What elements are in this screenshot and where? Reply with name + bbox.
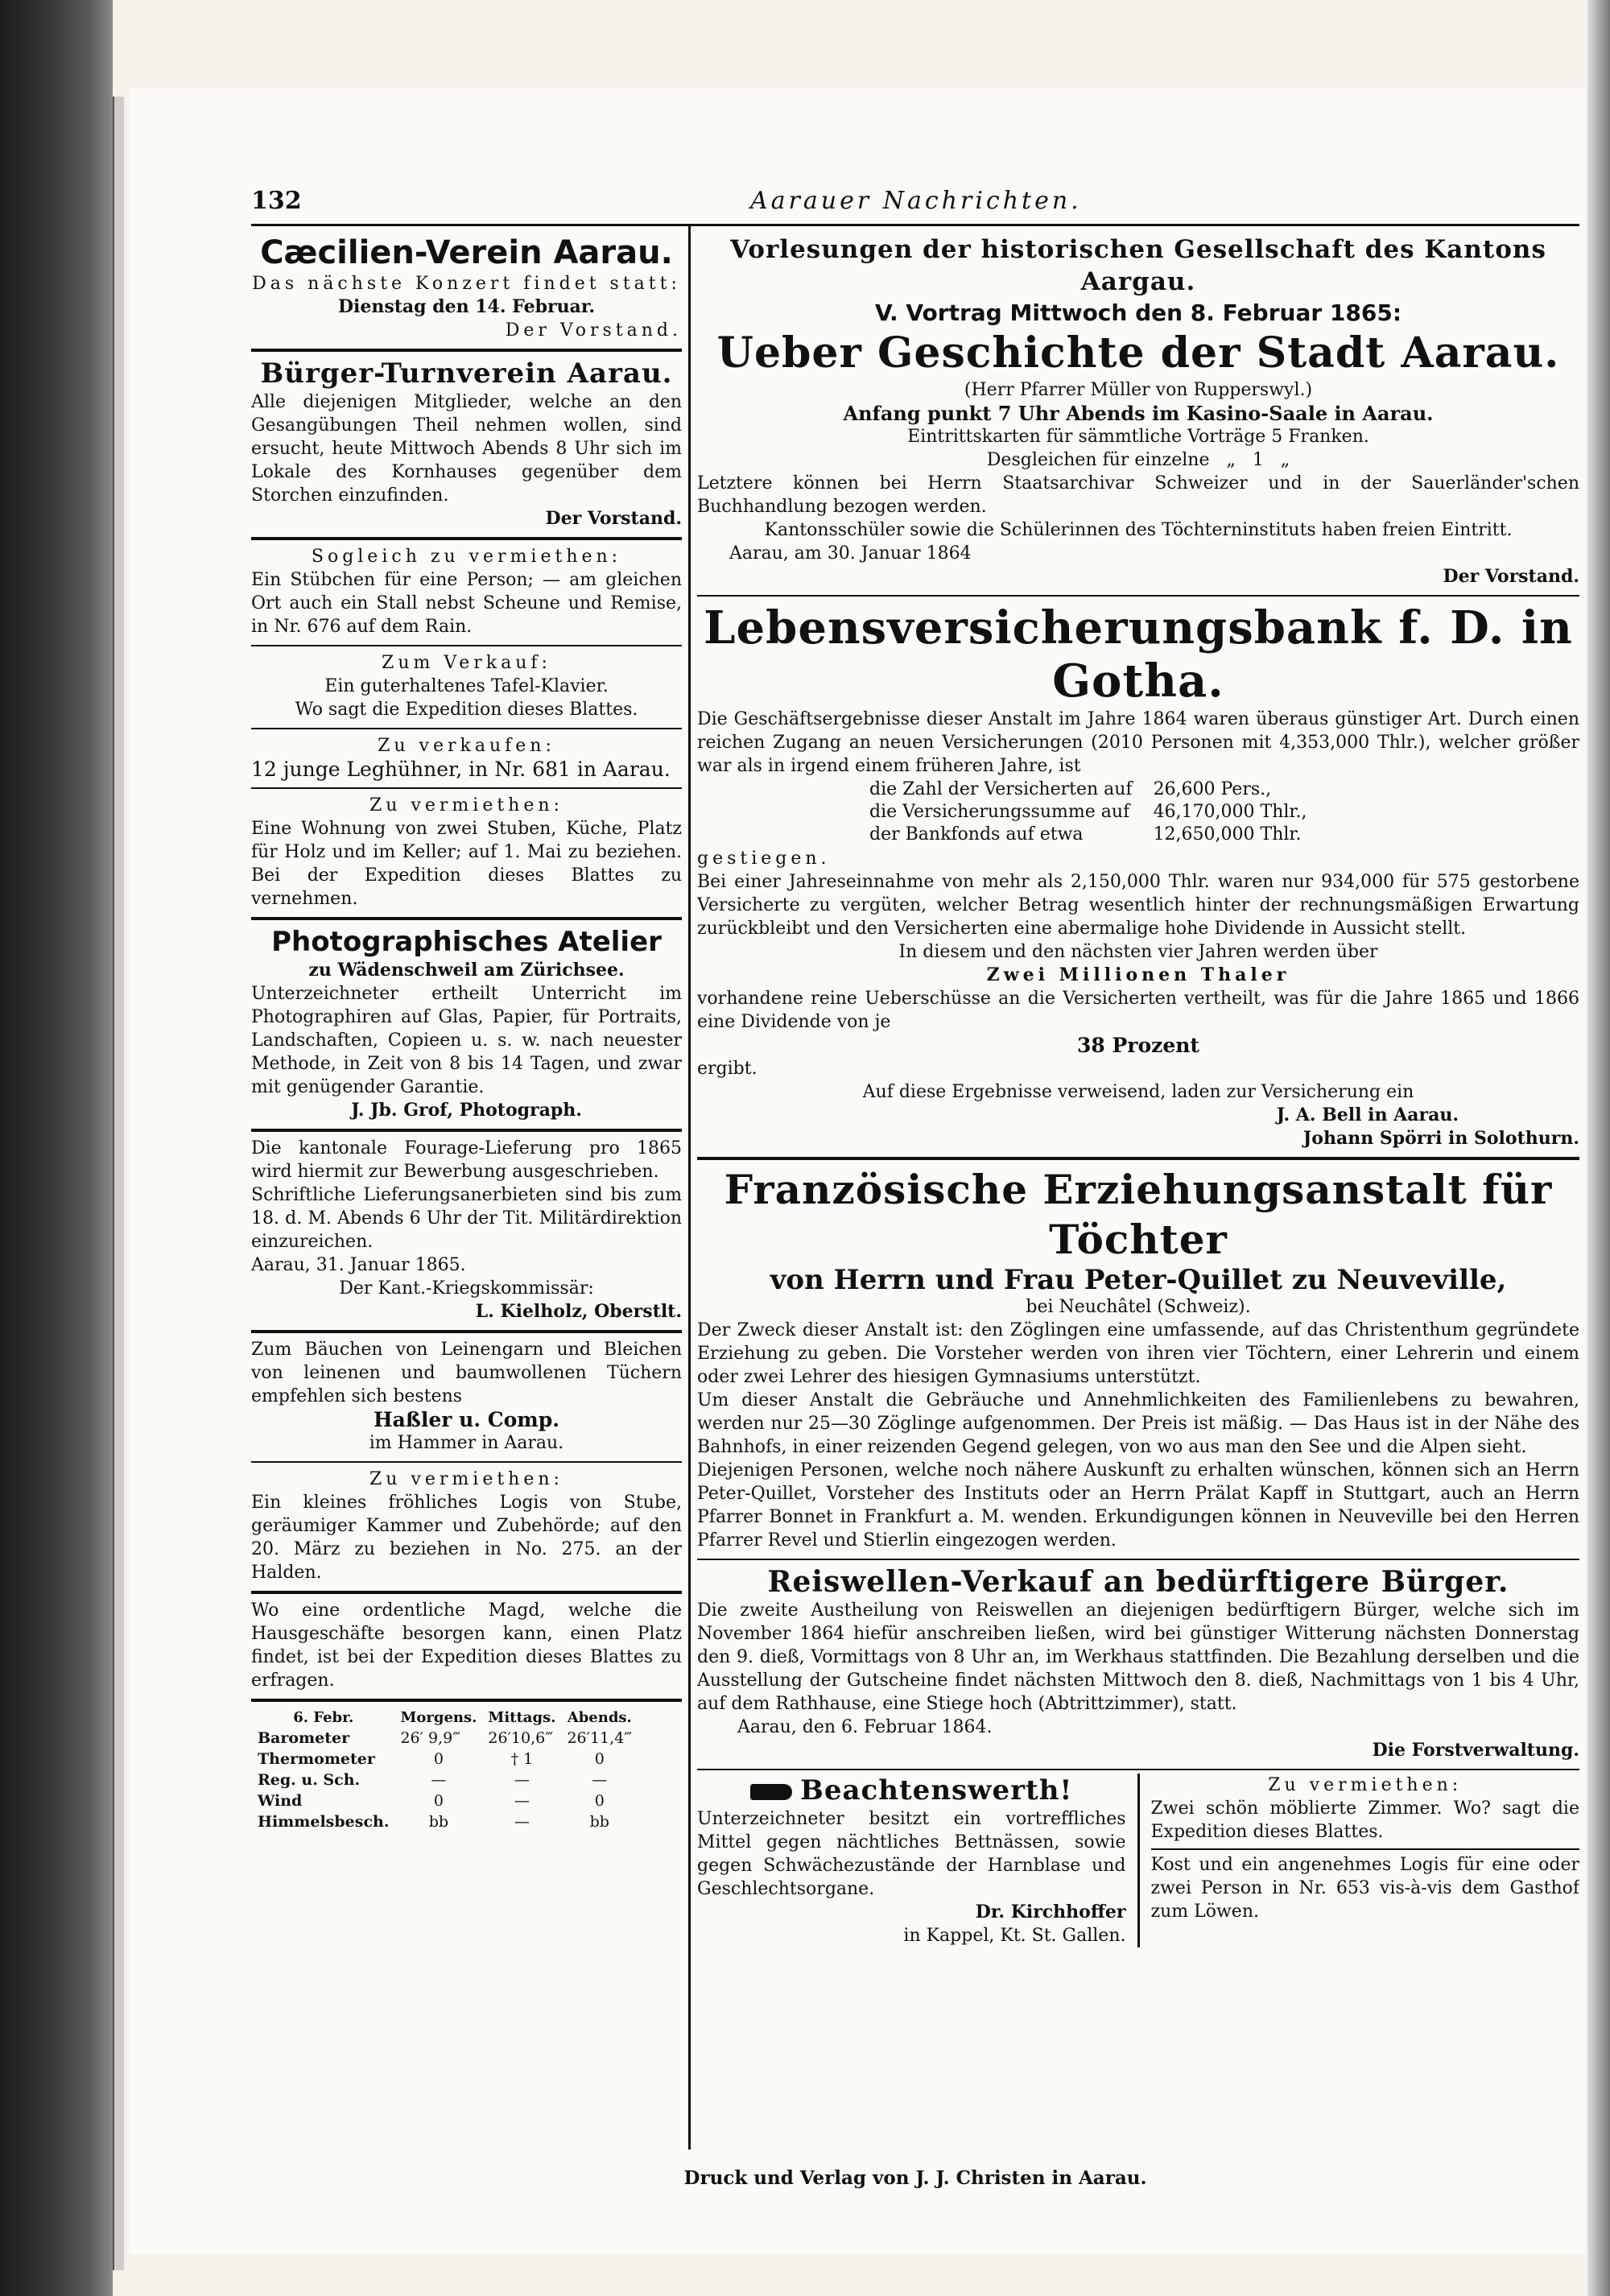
- table-row: [860, 802, 1316, 823]
- figure-value: 26,600 Pers.,: [1153, 779, 1272, 799]
- ad-signature: Der Vorstand.: [545, 508, 682, 529]
- ad-head: Vorlesungen der historischen Gesellschaft des Kantons Aargau.: [730, 235, 1546, 296]
- ad-gotha: [697, 597, 1579, 1160]
- ad-place: bei Neuchâtel (Schweiz).: [1026, 1297, 1251, 1317]
- weather-cell: 0: [433, 1792, 444, 1810]
- ad-text: Die kantonale Fourage-Lieferung pro 1865 wird hiermit zur Bewerbung ausgeschrieben.: [251, 1138, 682, 1182]
- table-row: [860, 824, 1316, 845]
- ad-single: Desgleichen für einzelne „ 1 „: [986, 450, 1290, 470]
- figure-value: 12,650,000 Thlr.: [1153, 824, 1302, 844]
- ad-title: Sogleich zu vermiethen:: [311, 547, 622, 567]
- ad-text: Auf diese Ergebnisse verweisend, laden zur Versicherung ein: [862, 1082, 1414, 1102]
- ad-title: Bürger-Turnverein Aarau.: [260, 357, 673, 390]
- ad-text: Wo sagt die Expedition dieses Blattes.: [295, 700, 638, 720]
- weather-header: Morgens.: [400, 1709, 477, 1726]
- ad-highlight: 38 Prozent: [1077, 1034, 1199, 1057]
- ad-text: Alle diejenigen Mitglieder, welche an den Gesangübungen Theil nehmen wollen, sind ersucht, heute Mittwoch Abends 8 Uhr sich im Lokale des Kornhauses gegenüber dem Storchen einzufinden.: [251, 392, 682, 506]
- ad-signature: L. Kielholz, Oberstlt.: [475, 1301, 682, 1322]
- ad-baeuchen: [251, 1333, 682, 1463]
- ad-beachtens: [697, 1774, 1140, 1947]
- ad-text: Wo eine ordentliche Magd, welche die Hausgeschäfte besorgen kann, einen Platz findet, ist bei der Expedition dieses Blattes zu erfragen.: [251, 1600, 682, 1691]
- ad-text: Unterzeichneter besitzt ein vortreffliches Mittel gegen nächtliches Bettnässen, sowie gegen Schwächezustände der Harnblase und Geschlechtsorgane.: [697, 1809, 1126, 1899]
- ad-title-row: [697, 1774, 1126, 1807]
- ad-date: Aarau, den 6. Februar 1864.: [737, 1717, 993, 1737]
- ad-text: Zwei schön möblierte Zimmer. Wo? sagt die Expedition dieses Blattes.: [1151, 1797, 1580, 1850]
- ad-date: Aarau, 31. Januar 1865.: [251, 1255, 466, 1275]
- figure-label: der Bankfonds auf etwa: [869, 824, 1084, 844]
- ad-text: Das nächste Konzert findet statt:: [252, 274, 681, 294]
- column-separator: [688, 225, 691, 2149]
- ad-signature: Der Vorstand.: [1443, 566, 1579, 587]
- ad-text: vorhandene reine Ueberschüsse an die Versicherten vertheilt, was für die Jahre 1865 und 1866 eine Dividende von je: [697, 989, 1579, 1032]
- header-rule: [251, 224, 1579, 226]
- ad-text: 12 junge Leghühner, in Nr. 681 in Aarau.: [251, 758, 671, 781]
- weather-cell: 26′11,4‴: [567, 1729, 633, 1747]
- table-row: [253, 1812, 637, 1831]
- right-column: [697, 229, 1579, 2153]
- ad-wohnung: [251, 789, 682, 920]
- ad-zimmer: [1140, 1774, 1580, 1947]
- ad-signature: Dr. Kirchhoffer: [975, 1902, 1126, 1922]
- ad-text: ergibt.: [697, 1059, 758, 1079]
- ad-signature: Der Vorstand.: [505, 320, 682, 341]
- weather-cell: —: [514, 1792, 530, 1810]
- right-page-edge: [1587, 0, 1610, 2296]
- ad-text: Der Zweck dieser Anstalt ist: den Zöglingen eine umfassende, auf das Christenthum gegründete Erziehung zu geben. Die Vorsteher werden von ihren vier Töchtern, einer Lehrerin und einem oder zwei Lehrer des hiesigen Gymnasiums unterstützt.: [697, 1320, 1579, 1387]
- ad-atelier: [251, 920, 682, 1132]
- ad-speaker: (Herr Pfarrer Müller von Rupperswyl.): [964, 380, 1313, 400]
- ad-text: Um dieser Anstalt die Gebräuche und Annehmlichkeiten des Familienlebens zu bewahren, werden nur 25—30 Zöglinge aufgenommen. Der Preis ist mäßig. — Das Haus ist in der Nähe des Bahnhofs, in einer reizenden Gegend gelegen, von wo aus man den See und die Alpen sieht.: [697, 1390, 1579, 1457]
- weather-header: Abends.: [567, 1709, 632, 1726]
- ad-highlight: Zwei Millionen Thaler: [986, 964, 1290, 985]
- ad-signature: J. A. Bell in Aarau.: [1276, 1105, 1459, 1125]
- weather-header: 6. Febr.: [293, 1709, 354, 1726]
- weather-cell: 26′ 9,9‴: [400, 1729, 461, 1747]
- table-row: [860, 779, 1316, 800]
- weather-cell: —: [514, 1813, 530, 1831]
- ad-klavier: [251, 646, 682, 729]
- table-row: [253, 1749, 637, 1769]
- weather-label: Himmelsbesch.: [258, 1813, 390, 1831]
- weather-header: Mittags.: [488, 1709, 556, 1726]
- weather-label: Reg. u. Sch.: [258, 1771, 361, 1789]
- ad-text: Eine Wohnung von zwei Stuben, Küche, Platz für Holz und im Keller; auf 1. Mai zu beziehen. Bei der Expedition dieses Blattes zu vernehmen.: [251, 819, 682, 909]
- ad-subtitle: zu Wädenschweil am Zürichsee.: [308, 960, 625, 981]
- weather-label: Barometer: [258, 1729, 350, 1747]
- ad-title: Französische Erziehungsanstalt für Töchter: [724, 1166, 1553, 1263]
- ad-text: Kantonsschüler sowie die Schülerinnen des Töchterninstituts haben freien Eintritt.: [764, 520, 1513, 540]
- ad-text: Kost und ein angenehmes Logis für eine oder zwei Person in Nr. 653 vis-à-vis dem Gasthof zum Löwen.: [1150, 1855, 1579, 1922]
- ad-title: Cæcilien-Verein Aarau.: [260, 234, 673, 271]
- ad-text: Dienstag den 14. Februar.: [337, 296, 596, 317]
- ad-place: im Hammer in Aarau.: [369, 1433, 564, 1453]
- ad-title: Photographisches Atelier: [271, 926, 662, 958]
- figure-label: die Versicherungssumme auf: [869, 802, 1130, 822]
- ad-stuebchen: [251, 540, 682, 646]
- ad-text: Die zweite Austheilung von Reiswellen an diejenigen bedürftigern Bürger, welche sich im November 1864 hiefür anschreiben ließen, wird bei günstiger Witterung nächsten Donnerstag den 9. dieß, Vormittags von 8 Uhr an, im Werkhaus stattfinden. Die Bezahlung derselben und die Ausstellung der Gutscheine findet nächsten Mittwoch den 8. dieß, Nachmittags von 1 bis 4 Uhr, auf dem Rathhause, eine Stiege hoch (Abtrittzimmer), statt.: [697, 1600, 1579, 1714]
- ad-title: Ueber Geschichte der Stadt Aarau.: [716, 328, 1560, 378]
- weather-table-block: [251, 1702, 682, 1840]
- page-header: [251, 187, 1579, 222]
- ad-time: Anfang punkt 7 Uhr Abends im Kasino-Saale in Aarau.: [843, 402, 1434, 425]
- ad-line: V. Vortrag Mittwoch den 8. Februar 1865:: [874, 299, 1402, 326]
- ad-signature: Johann Spörri in Solothurn.: [1302, 1128, 1579, 1149]
- weather-label: Thermometer: [258, 1750, 375, 1768]
- ad-huehner: [251, 729, 682, 789]
- ad-text: Ein guterhaltenes Tafel-Klavier.: [324, 676, 609, 696]
- table-row: [253, 1770, 637, 1790]
- page-number: 132: [251, 187, 302, 215]
- ad-signature: Die Forstverwaltung.: [1372, 1740, 1579, 1761]
- ad-logis: [251, 1463, 682, 1594]
- ad-text: Ein kleines fröhliches Logis von Stube, geräumiger Kammer und Zubehörde; auf den 20. März zu beziehen in No. 275. an der Halden.: [251, 1493, 682, 1583]
- weather-cell: —: [431, 1771, 447, 1789]
- ad-caecilien: [251, 229, 682, 352]
- table-row: [253, 1791, 637, 1811]
- ad-title: Reiswellen-Verkauf an bedürftigere Bürger.: [767, 1565, 1509, 1599]
- figures-table: [858, 778, 1318, 847]
- ad-reiswellen: [697, 1560, 1579, 1770]
- ad-anstalt: [697, 1160, 1579, 1560]
- ad-title: Zu vermiethen:: [369, 1469, 564, 1489]
- ad-title: Zum Verkauf:: [382, 653, 551, 673]
- ad-subtitle: von Herrn und Frau Peter-Quillet zu Neuveville,: [770, 1264, 1507, 1296]
- ad-text: Zum Bäuchen von Leinengarn und Bleichen von leinenen und baumwollenen Tüchern empfehlen sich bestens: [251, 1340, 682, 1406]
- ad-magd: [251, 1594, 682, 1702]
- ad-tickets: Eintrittskarten für sämmtliche Vorträge 5 Franken.: [907, 427, 1369, 447]
- bottom-split: [697, 1774, 1579, 1947]
- ad-text: Bei einer Jahreseinnahme von mehr als 2,150,000 Thlr. waren nur 934,000 für 575 gestorbene Versicherte zu vergüten, welcher Betrag wesentlich hinter der rechnungsmäßigen Erwartung zurückbleibt und den Versicherten eine abermalige hohe Dividende in Aussicht stellt.: [697, 872, 1579, 939]
- ad-turnverein: [251, 352, 682, 540]
- ad-vortrag: [697, 229, 1579, 597]
- ad-text: Ein Stübchen für eine Person; — am gleichen Ort auch ein Stall nebst Scheune und Remise, in Nr. 676 auf dem Rain.: [251, 570, 682, 637]
- ad-title: Lebensversicherungsbank f. D. in Gotha.: [704, 601, 1573, 708]
- ad-role: Der Kant.-Kriegskommissär:: [339, 1278, 594, 1299]
- weather-cell: 0: [433, 1750, 444, 1768]
- footer-imprint: Druck und Verlag von J. J. Christen in Aarau.: [683, 2167, 1147, 2189]
- book-spine: [0, 0, 113, 2296]
- weather-label: Wind: [258, 1792, 303, 1810]
- ad-signature: J. Jb. Grof, Photograph.: [351, 1100, 582, 1121]
- table-row: [253, 1728, 637, 1748]
- ad-text: Die Geschäftsergebnisse dieser Anstalt im Jahre 1864 waren überaus günstiger Art. Durch einen reichen Zugang an neuen Versicherungen (2010 Personen mit 4,353,000 Thlr.), welcher größer war als in irgend einem früheren Jahre, ist: [697, 709, 1579, 776]
- weather-cell: 0: [594, 1792, 605, 1810]
- ad-title: Zu verkaufen:: [378, 736, 555, 756]
- ad-text: gestiegen.: [697, 849, 831, 869]
- pointing-hand-icon: [750, 1784, 792, 1800]
- weather-cell: 26′10,6‴: [488, 1729, 554, 1747]
- ad-text: Letztere können bei Herrn Staatsarchivar Schweizer und in der Sauerländer'schen Buchhandlung bezogen werden.: [697, 473, 1579, 517]
- weather-cell: 0: [594, 1750, 605, 1768]
- ad-fourage: [251, 1132, 682, 1333]
- ad-text: Diejenigen Personen, welche noch nähere Auskunft zu erhalten wünschen, können sich an Herrn Peter-Quillet, Vorsteher des Instituts oder an Herrn Prälat Kapff in Stuttgart, auch an Herrn Pfarrer Bonnet in Frankfurt a. M. wenden. Erkundigungen können in Neuveville bei den Herren Pfarrer Revel und Stierlin eingezogen werden.: [697, 1460, 1579, 1551]
- figure-value: 46,170,000 Thlr.,: [1153, 802, 1307, 822]
- figure-label: die Zahl der Versicherten auf: [869, 779, 1133, 799]
- ad-date: Aarau, am 30. Januar 1864: [729, 543, 972, 564]
- ad-title: Zu vermiethen:: [369, 795, 564, 816]
- ad-title: Zu vermiethen:: [1268, 1775, 1463, 1795]
- ad-text: Unterzeichneter ertheilt Unterricht im Photographiren auf Glas, Papier, für Portraits, Landschaften, Copieen u. s. w. nach neuester Methode, in Zeit von 8 bis 14 Tagen, und zwar mit genügender Garantie.: [251, 984, 682, 1097]
- ad-firm: Haßler u. Comp.: [374, 1408, 559, 1431]
- weather-cell: bb: [428, 1813, 449, 1831]
- weather-cell: —: [592, 1771, 608, 1789]
- left-column: [251, 229, 682, 2153]
- weather-cell: —: [514, 1771, 530, 1789]
- ad-place: in Kappel, Kt. St. Gallen.: [903, 1926, 1126, 1946]
- ad-text: Schriftliche Lieferungsanerbieten sind bis zum 18. d. M. Abends 6 Uhr der Tit. Militärdirektion einzureichen.: [251, 1185, 682, 1252]
- page-stack-edge: [113, 97, 124, 2270]
- weather-cell: † 1: [510, 1750, 534, 1768]
- ad-text: In diesem und den nächsten vier Jahren werden über: [898, 942, 1378, 962]
- newspaper-title: Aarauer Nachrichten.: [750, 187, 1082, 215]
- ad-title: Beachtenswerth!: [800, 1774, 1073, 1807]
- weather-cell: bb: [589, 1813, 609, 1831]
- weather-table: [251, 1707, 638, 1833]
